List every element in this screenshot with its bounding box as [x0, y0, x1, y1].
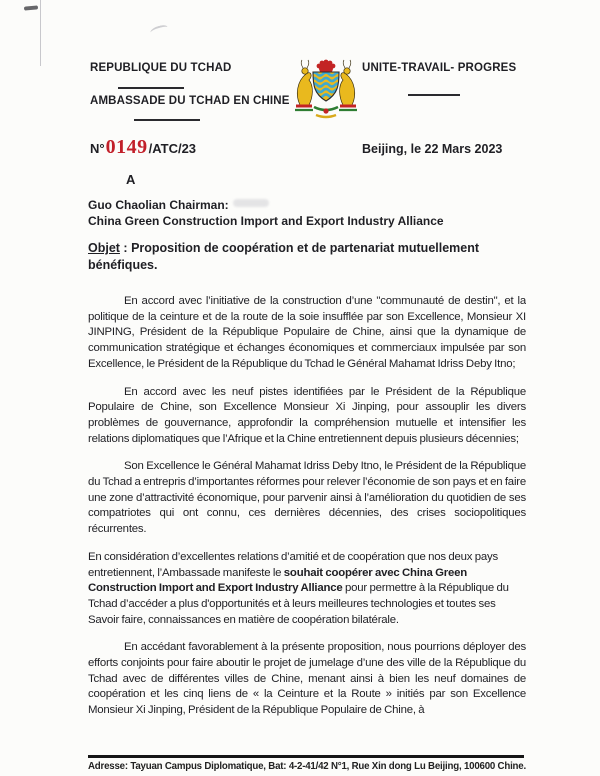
footer-divider-line [88, 755, 524, 758]
letterhead-embassy: AMBASSADE DU TCHAD EN CHINE [90, 95, 290, 107]
subject-label: Objet [88, 241, 120, 255]
letterhead-rule [134, 119, 200, 121]
addressee-block [88, 197, 548, 229]
chad-coat-of-arms-icon [286, 55, 366, 125]
paragraph-initiative: En accord avec l’initiative de la construction d’une "communauté de destin", et la politique de la ceinture et de la route de la soie insufflée par son Excellence, Monsieur XI JINPING, Président de la République Populaire de Chine, ainsi que la dynamique de communication stratégique et échanges économiques et commerciaux impulsée par son Excellence, le Président de la République du Tchad le Général Mahamat Idriss Deby Itno; [88, 295, 526, 370]
addressee-name: Guo Chaolian Chairman: [88, 198, 229, 212]
letterhead-rule [118, 87, 184, 89]
goat-supporter [339, 60, 357, 110]
reference-prefix: N° [90, 141, 105, 156]
reference-suffix: /ATC/23 [148, 141, 197, 156]
footer-address: Adresse: Tayuan Campus Diplomatique, Bat: 4-2-41/42 N°1, Rue Xin dong Lu Beijing, 100600 Chine. [88, 761, 526, 772]
letterhead-motto: UNITE-TRAVAIL- PROGRES [362, 62, 517, 74]
subject-separator: : [119, 241, 132, 255]
page-footer [0, 755, 600, 776]
cooperation-partner-bold: souhait coopérer avec China Green Construction Import and Export Industry Alliance [88, 566, 468, 595]
subject-text: Proposition de coopération et de partenariat mutuellement bénéfiques. [88, 241, 480, 272]
scan-edge-line [40, 0, 41, 66]
dateline: Beijing, le 22 Mars 2023 [362, 142, 503, 156]
goat-supporter [295, 60, 313, 110]
wavy-shield [311, 72, 341, 101]
subject-line [88, 240, 524, 274]
addressee-organization: China Green Construction Import and Export Industry Alliance [88, 214, 444, 228]
paragraph-cooperation-wish: En considération d’excellentes relations d’amitié et de coopération que nos deux pays entretiennent, l’Ambassade manifeste le souhait coopérer avec China Green Construction Import and Export Industry Alliance pour permettre à la République du Tchad d’accéder a plus d'opportunités et à leurs meilleures technologies et toutes ses Savoir faire, connaissances en matière de coopération bilatérale. [88, 550, 509, 626]
reference-number [90, 136, 196, 159]
salutation: A [126, 172, 136, 187]
staple-scan-artifact [24, 5, 38, 10]
paragraph-twinning-project: En accédant favorablement à la présente proposition, nous pourrions déployer des efforts conjoints pour faire aboutir le projet de jumelage d’une des ville de la République du Tchad avec de différentes villes de Chine, menant ainsi à bien les neuf domaines de coopération et les cinq liens de « la Ceinture et la Route » initiés par son Excellence Monsieur Xi Jinping, Président de la République Populaire de Chine, à [88, 641, 526, 717]
base-ribbon [314, 107, 338, 117]
letter-body [88, 294, 526, 754]
reference-serial: 0149 [105, 136, 148, 158]
pen-mark-scan-artifact [149, 24, 168, 36]
paragraph-nine-tracks: En accord avec les neuf pistes identifiées par le Président de la République Populaire de Chine, son Excellence Monsieur Xi Jinping, pour assouplir les divers problèmes de gouvernance, approfondir la compréhension mutuelle et intensifier les relations diplomatiques que l’Afrique et la Chine entretiennent depuis plusieurs décennies; [88, 385, 526, 445]
ink-smudge-scan-artifact [233, 199, 269, 207]
paragraph-reforms: Son Excellence le Général Mahamat Idriss Deby Itno, le Président de la République du Tchad a entrepris d’importantes réformes pour relever l’économie de son pays et en faire une zone d’attractivité économique, pour parvenir ainsi à l’amélioration du quotidien de ses compatriotes qui ont connu, ces dernières décennies, des crises sociopolitiques récurrentes. [88, 460, 526, 536]
letterhead-rule [408, 94, 460, 96]
letterhead-republic: REPUBLIQUE DU TCHAD [90, 62, 232, 74]
